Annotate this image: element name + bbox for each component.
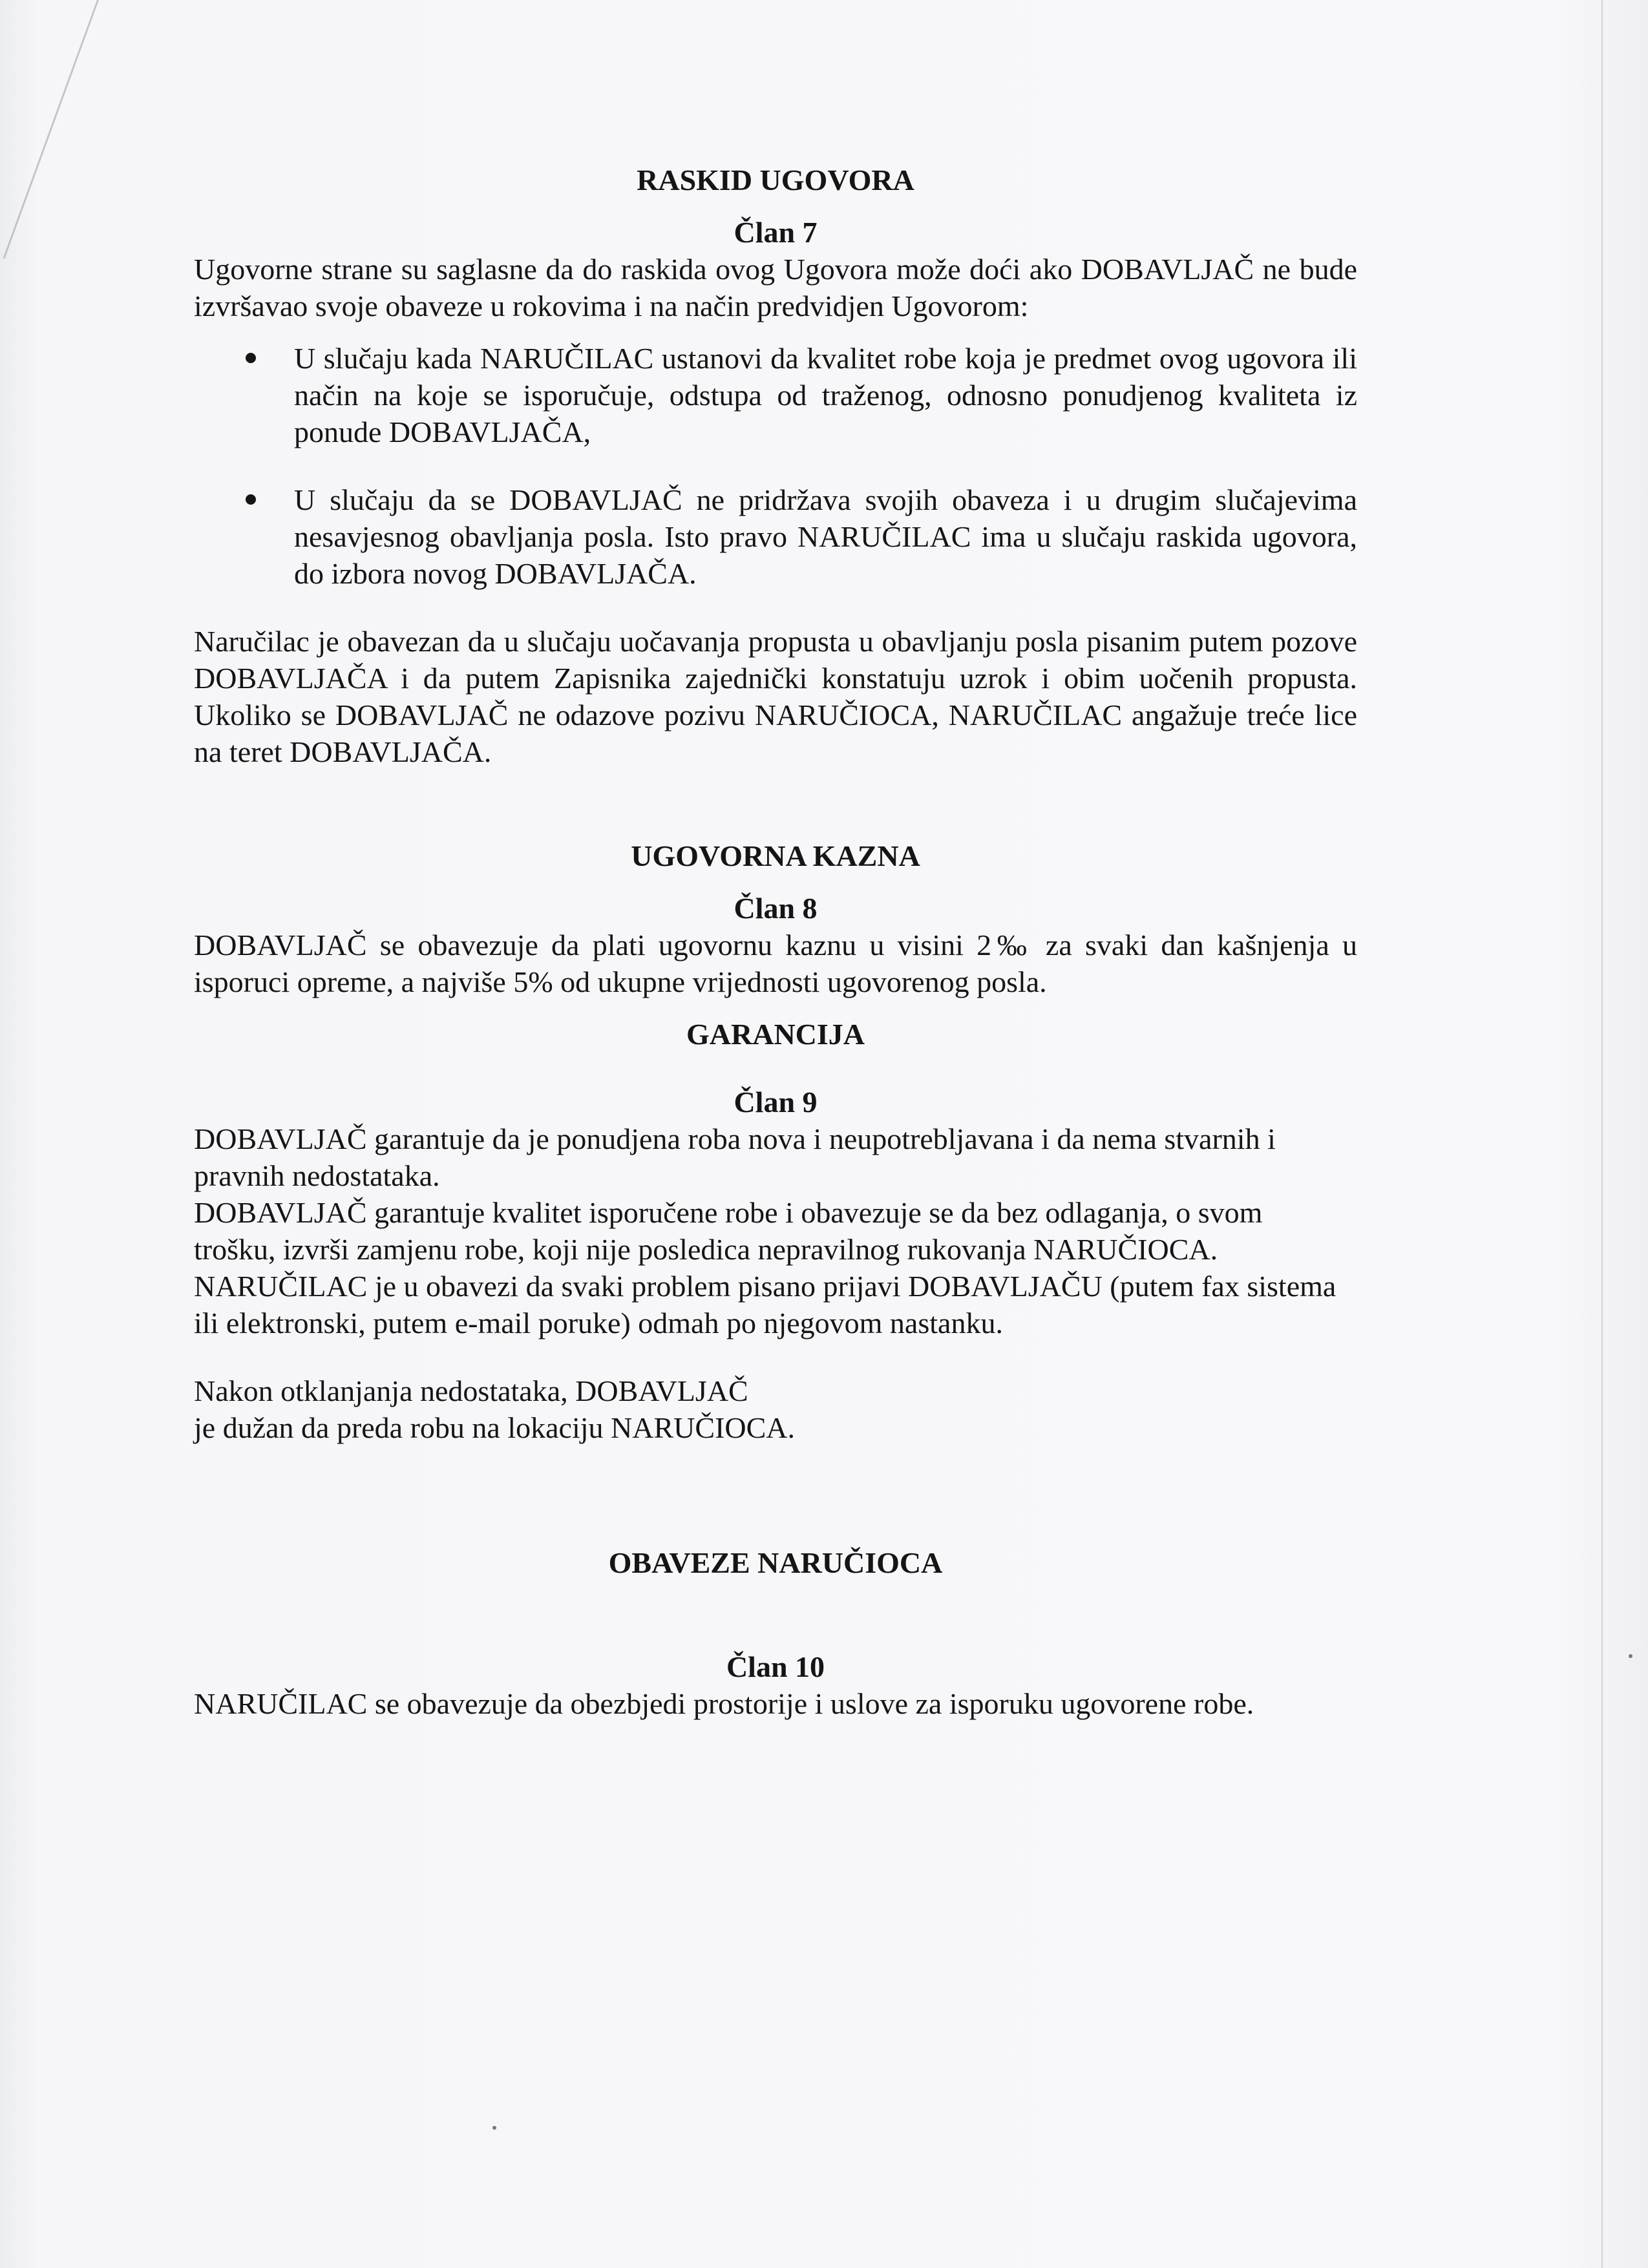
list-item xyxy=(194,340,1357,450)
section-heading-kazna: UGOVORNA KAZNA xyxy=(631,839,920,872)
article-9-paragraph-4-line-2: je dužan da preda robu na lokaciju NARUČIOCA. xyxy=(194,1411,795,1444)
paper-speck xyxy=(1629,1654,1632,1658)
section-heading-obaveze: OBAVEZE NARUČIOCA xyxy=(608,1546,943,1579)
bullet-text: U slučaju da se DOBAVLJAČ ne pridržava svojih obaveza i u drugim slučajevima nesavjesnog obavljanja posla. Isto pravo NARUČILAC ima u slučaju raskida ugovora, do izbora novog DOBAVLJAČA. xyxy=(294,483,1357,590)
article-7-bullet-list xyxy=(194,340,1357,592)
article-9-paragraph-1: DOBAVLJAČ garantuje da je ponudjena roba nova i neupotrebljavana i da nema stvarnih i pravnih nedostataka. xyxy=(194,1122,1276,1192)
article-9-paragraph-4-line-1: Nakon otklanjanja nedostataka, DOBAVLJAČ xyxy=(194,1374,748,1407)
article-8-text: DOBAVLJAČ se obavezuje da plati ugovornu kaznu u visini 2‰ za svaki dan kašnjenja u isporuci opreme, a najviše 5% od ukupne vrijednosti ugovorenog posla. xyxy=(194,929,1357,998)
article-9-paragraph-2: DOBAVLJAČ garantuje kvalitet isporučene robe i obavezuje se da bez odlaganja, o svom trošku, izvrši zamjenu robe, koji nije posledica nepravilnog rukovanja NARUČIOCA. xyxy=(194,1196,1263,1266)
document-body xyxy=(194,162,1357,1722)
bullet-text: U slučaju kada NARUČILAC ustanovi da kvalitet robe koja je predmet ovog ugovora ili način na koje se isporučuje, odstupa od traženog, odnosno ponudjenog kvaliteta iz ponude DOBAVLJAČA, xyxy=(294,342,1357,448)
section-heading-garancija: GARANCIJA xyxy=(686,1018,865,1051)
paper-edge xyxy=(1601,0,1603,2268)
article-number-10: Član 10 xyxy=(726,1650,825,1683)
paper-fold-line xyxy=(0,0,99,258)
article-10-text: NARUČILAC se obavezuje da obezbjedi prostorije i uslove za isporuku ugovorene robe. xyxy=(194,1687,1254,1720)
article-number-7: Član 7 xyxy=(734,216,818,249)
article-7-intro: Ugovorne strane su saglasne da do raskida ovog Ugovora može doći ako DOBAVLJAČ ne bude izvršavao svoje obaveze u rokovima i na način predvidjen Ugovorom: xyxy=(194,253,1357,322)
list-item xyxy=(194,481,1357,592)
bullet-icon xyxy=(246,494,256,505)
article-9-paragraph-3: NARUČILAC je u obavezi da svaki problem pisano prijavi DOBAVLJAČU (putem fax sistema ili elektronski, putem e-mail poruke) odmah po njegovom nastanku. xyxy=(194,1270,1336,1339)
article-number-9: Član 9 xyxy=(734,1086,818,1118)
paper-speck xyxy=(492,2126,496,2130)
section-heading-raskid: RASKID UGOVORA xyxy=(637,163,914,196)
bullet-icon xyxy=(246,353,256,363)
article-number-8: Član 8 xyxy=(734,892,818,925)
article-7-closing: Naručilac je obavezan da u slučaju uočavanja propusta u obavljanju posla pisanim putem pozove DOBAVLJAČA i da putem Zapisnika zajednički konstatuju uzrok i obim uočenih propusta. Ukoliko se DOBAVLJAČ ne odazove pozivu NARUČIOCA, NARUČILAC angažuje treće lice na teret DOBAVLJAČA. xyxy=(194,625,1357,768)
